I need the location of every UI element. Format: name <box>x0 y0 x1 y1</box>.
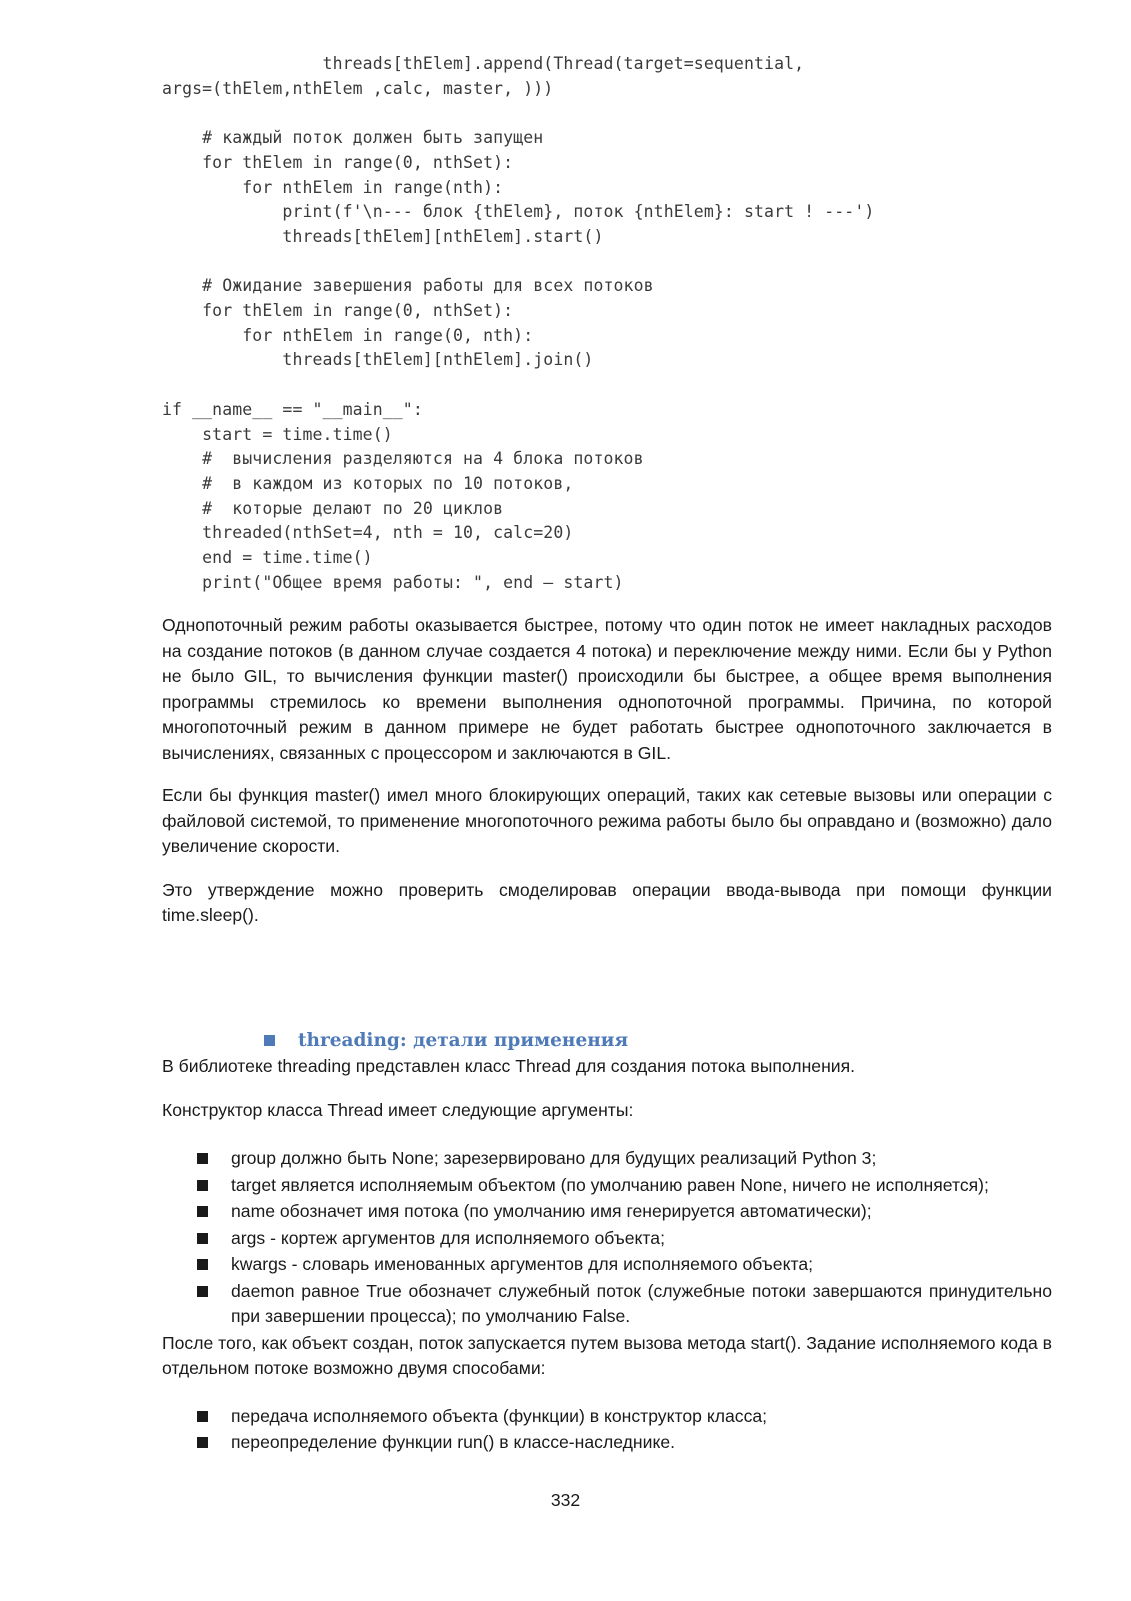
section-body <box>162 1054 1052 1457</box>
code-line: print(f'\n--- блок {thElem}, поток {nthElem}: start ! ---') <box>162 202 875 222</box>
code-line: print("Общее время работы: ", end — start) <box>162 572 624 592</box>
code-line: if __name__ == "__main__": <box>162 399 423 419</box>
list-item: переопределение функции run() в классе-наследнике. <box>162 1430 1052 1456</box>
list-item: daemon равное True обозначет служебный поток (служебные потоки завершаются принудительно при завершении процесса); по умолчанию False. <box>162 1279 1052 1330</box>
list-item: args - кортеж аргументов для исполняемого объекта; <box>162 1226 1052 1252</box>
list-item: target является исполняемым объектом (по умолчанию равен None, ничего не исполняется); <box>162 1173 1052 1199</box>
constructor-paragraph: Конструктор класса Thread имеет следующие аргументы: <box>162 1099 634 1120</box>
paragraph-blocking-ops: Если бы функция master() имел много блокирующих операций, таких как сетевые вызовы или операции с файловой системой, то применение многопоточного режима работы было бы оправдано и (возможно) дало увеличение скорости. <box>162 785 1052 857</box>
square-bullet-icon <box>197 1411 208 1422</box>
paragraph-sleep: Это утверждение можно проверить смоделировав операции ввода-вывода при помощи функции time.sleep(). <box>162 879 1052 926</box>
square-bullet-icon <box>197 1437 208 1448</box>
code-line: for thElem in range(0, nthSet): <box>162 301 514 321</box>
code-line: # каждый поток должен быть запущен <box>162 128 544 148</box>
after-list-paragraph: После того, как объект создан, поток запускается путем вызова метода start(). Задание исполняемого кода в отдельном потоке возможно двумя способами: <box>162 1332 1052 1378</box>
square-bullet-icon <box>197 1286 208 1297</box>
code-line: # которые делают по 20 циклов <box>162 498 504 518</box>
code-line: threads[thElem][nthElem].join() <box>162 350 594 370</box>
section-heading <box>264 1030 628 1051</box>
page-number: 332 <box>550 1490 581 1510</box>
code-line: # вычисления разделяются на 4 блока потоков <box>162 449 644 469</box>
code-line: start = time.time() <box>162 424 393 444</box>
square-bullet-icon <box>264 1035 275 1046</box>
ways-list <box>162 1404 1052 1456</box>
list-item: передача исполняемого объекта (функции) в конструктор класса; <box>162 1404 1052 1430</box>
list-item: name обозначет имя потока (по умолчанию имя генерируется автоматически); <box>162 1199 1052 1225</box>
code-line: for thElem in range(0, nthSet): <box>162 152 514 172</box>
list-item: group должно быть None; зарезервировано для будущих реализаций Python 3; <box>162 1146 1052 1172</box>
code-line: threads[thElem][nthElem].start() <box>162 226 604 246</box>
square-bullet-icon <box>197 1180 208 1191</box>
section-heading-text: threading: детали применения <box>298 1030 629 1051</box>
code-line: for nthElem in range(0, nth): <box>162 325 534 345</box>
square-bullet-icon <box>197 1206 208 1217</box>
square-bullet-icon <box>197 1153 208 1164</box>
square-bullet-icon <box>197 1259 208 1270</box>
paragraph-single-thread: Однопоточный режим работы оказывается быстрее, потому что один поток не имеет накладных расходов на создание потоков (в данном случае создается 4 потока) и переключение между ними. Если бы у Python не было GIL, то вычисления функции master() происходили бы быстрее, а общее время выполнения программы стремилось ко времени выполнения однопоточной программы. Причина, по которой многопоточный режим в данном примере не будет работать быстрее однопоточного заключается в вычислениях, связанных с процессором и заключаются в GIL. <box>162 615 1052 763</box>
code-line: threads[thElem].append(Thread(target=sequential, <box>162 54 805 73</box>
page-content <box>162 52 1052 929</box>
code-listing <box>162 52 1052 595</box>
code-line: threaded(nthSet=4, nth = 10, calc=20) <box>162 523 574 543</box>
code-line: end = time.time() <box>162 548 373 568</box>
arguments-list <box>162 1146 1052 1330</box>
list-item: kwargs - словарь именованных аргументов для исполняемого объекта; <box>162 1252 1052 1278</box>
code-line: args=(thElem,nthElem ,calc, master, ))) <box>162 78 554 98</box>
intro-paragraph: В библиотеке threading представлен класс Thread для создания потока выполнения. <box>162 1056 856 1076</box>
square-bullet-icon <box>197 1233 208 1244</box>
code-line: # в каждом из которых по 10 потоков, <box>162 473 574 493</box>
code-line: for nthElem in range(nth): <box>162 177 504 197</box>
code-line: # Ожидание завершения работы для всех потоков <box>162 276 654 296</box>
